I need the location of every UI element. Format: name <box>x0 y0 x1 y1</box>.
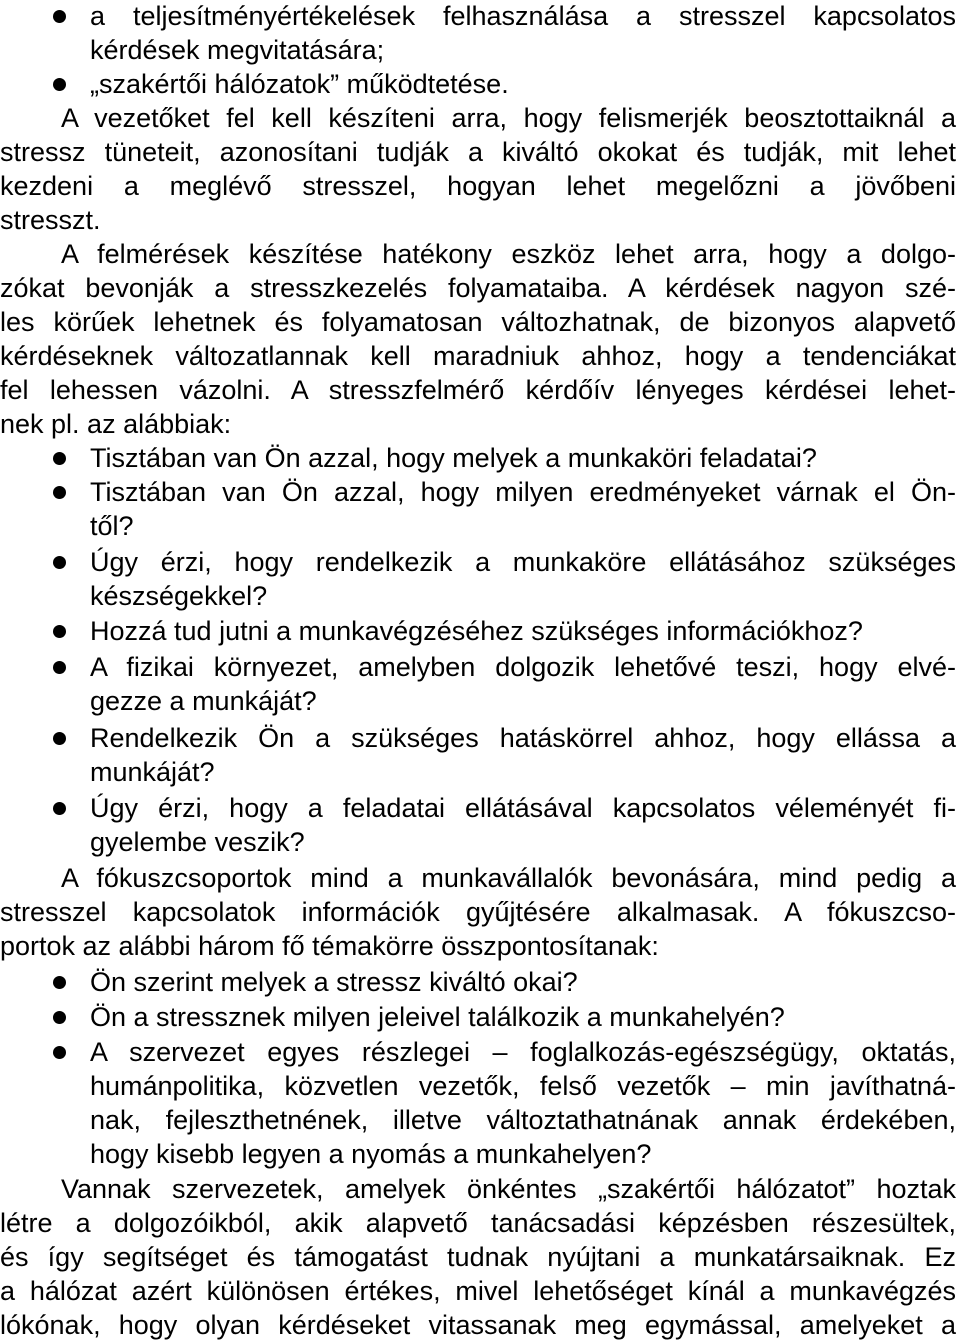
text-line: Úgy érzi, hogy rendelkezik a munkaköre ellátásához szükséges <box>90 547 956 577</box>
text-line: Ön szerint melyek a stressz kiváltó okai? <box>90 967 578 997</box>
text-line: gyelembe veszik? <box>90 827 305 857</box>
bullet-icon <box>53 78 66 91</box>
text-line: „szakértői hálózatok” működtetése. <box>90 69 509 99</box>
bullet-icon <box>53 10 66 23</box>
bullet-icon <box>53 732 66 745</box>
text-line: hogy kisebb legyen a nyomás a munkahelyen? <box>90 1139 652 1169</box>
text-line: A szervezet egyes részlegei – foglalkozás-egészségügy, oktatás, <box>90 1037 956 1067</box>
text-line: Vannak szervezetek, amelyek önkéntes „szakértői hálózatot” hoztak <box>61 1174 956 1204</box>
text-line: portok az alábbi három fő témakörre összpontosítanak: <box>0 931 659 961</box>
text-line: A fókuszcsoportok mind a munkavállalók bevonására, mind pedig a <box>61 863 956 893</box>
text-line: fel lehessen vázolni. A stresszfelmérő kérdőív lényeges kérdései lehet- <box>0 375 956 405</box>
text-line: és így segítséget és támogatást tudnak nyújtani a munkatársaiknak. Ez <box>0 1242 956 1272</box>
bullet-icon <box>53 486 66 499</box>
bullet-icon <box>53 1046 66 1059</box>
text-line: kezdeni a meglévő stresszel, hogyan lehet megelőzni a jövőbeni <box>0 171 956 201</box>
bullet-icon <box>53 976 66 989</box>
text-line: zókat bevonják a stresszkezelés folyamataiba. A kérdések nagyon szé- <box>0 273 956 303</box>
text-line: készségekkel? <box>90 581 268 611</box>
text-line: lókónak, hogy olyan kérdéseket vitassanak meg egymással, amelyeket a <box>0 1310 956 1340</box>
text-line: kérdések megvitatására; <box>90 35 385 65</box>
text-line: Ön a stressznek milyen jeleivel találkozik a munkahelyén? <box>90 1002 785 1032</box>
text-line: a hálózat azért különösen értékes, mivel lehetőséget kínál a munkavégzés <box>0 1276 956 1306</box>
text-line: A felmérések készítése hatékony eszköz lehet arra, hogy a dolgo- <box>61 239 956 269</box>
text-line: A vezetőket fel kell készíteni arra, hogy felismerjék beosztottaiknál a <box>61 103 956 133</box>
text-line: Tisztában van Ön azzal, hogy milyen eredményeket várnak el Ön- <box>90 477 956 507</box>
text-line: Hozzá tud jutni a munkavégzéséhez szükséges információkhoz? <box>90 616 863 646</box>
bullet-icon <box>53 452 66 465</box>
text-line: től? <box>90 511 134 541</box>
text-line: stresszt. <box>0 205 101 235</box>
text-line: kérdéseknek változatlannak kell maradniuk ahhoz, hogy a tendenciákat <box>0 341 956 371</box>
text-line: gezze a munkáját? <box>90 686 317 716</box>
bullet-icon <box>53 1011 66 1024</box>
text-line: nek pl. az alábbiak: <box>0 409 232 439</box>
text-line: munkáját? <box>90 757 215 787</box>
text-line: humánpolitika, közvetlen vezetők, felső vezetők – min javíthatná- <box>90 1071 956 1101</box>
text-line: les körűek lehetnek és folyamatosan változhatnak, de bizonyos alapvető <box>0 307 956 337</box>
text-line: nak, fejleszthetnének, illetve változtathatnának annak érdekében, <box>90 1105 956 1135</box>
text-line: Rendelkezik Ön a szükséges hatáskörrel ahhoz, hogy ellássa a <box>90 723 956 753</box>
text-line: a teljesítményértékelések felhasználása a stresszel kapcsolatos <box>90 1 956 31</box>
bullet-icon <box>53 661 66 674</box>
text-line: stresszel kapcsolatok információk gyűjtésére alkalmasak. A fókuszcso- <box>0 897 956 927</box>
text-line: létre a dolgozóikból, akik alapvető tanácsadási képzésben részesültek, <box>0 1208 956 1238</box>
text-line: A fizikai környezet, amelyben dolgozik lehetővé teszi, hogy elvé- <box>90 652 956 682</box>
text-line: Úgy érzi, hogy a feladatai ellátásával kapcsolatos véleményét fi- <box>90 793 956 823</box>
text-line: Tisztában van Ön azzal, hogy melyek a munkaköri feladatai? <box>90 443 817 473</box>
bullet-icon <box>53 625 66 638</box>
text-line: stressz tüneteit, azonosítani tudják a kiváltó okokat és tudják, mit lehet <box>0 137 956 167</box>
bullet-icon <box>53 802 66 815</box>
bullet-icon <box>53 556 66 569</box>
